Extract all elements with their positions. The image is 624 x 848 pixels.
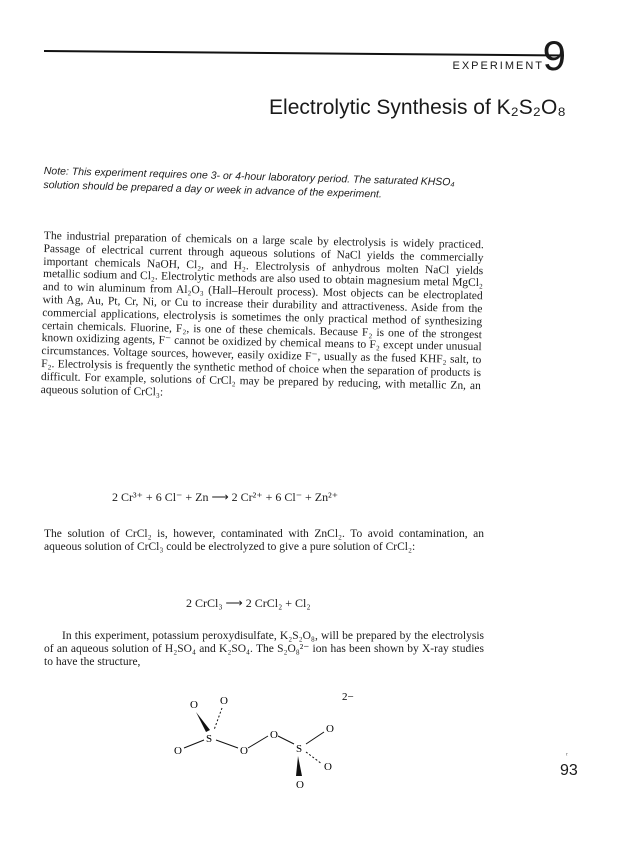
atom-s2: S bbox=[296, 743, 303, 755]
atom-o7: O bbox=[324, 761, 332, 773]
atom-o5: O bbox=[270, 729, 278, 741]
paragraph-experiment: In this experiment, potassium peroxydisulfate, K₂S₂O₈, will be prepared by the electrolysis of an aqueous solution of H₂SO₄ and K₂SO₄. The S₂O₈²⁻ ion has been shown by X-ray studies to have the structure, bbox=[44, 630, 484, 668]
atom-o2: O bbox=[220, 695, 228, 707]
atom-s1: S bbox=[206, 733, 213, 745]
peroxydisulfate-structure bbox=[160, 690, 360, 800]
page-title: Electrolytic Synthesis of K₂S₂O₈ bbox=[269, 96, 566, 119]
equation-electrolysis: 2 CrCl₃ ⟶ 2 CrCl₂ + Cl₂ bbox=[186, 596, 311, 610]
experiment-number: 9 bbox=[542, 32, 566, 79]
wedge-bond-2 bbox=[296, 756, 302, 776]
bond-s1-o3 bbox=[184, 740, 204, 748]
note-text: Note: This experiment requires one 3- or 4-hour laboratory period. The saturated KHSO₄ solution should be prepared a day or week in advance of the experiment. bbox=[43, 164, 455, 201]
margin-mark: ʳ bbox=[566, 750, 568, 760]
atom-o1: O bbox=[190, 699, 198, 711]
bond-s2-o6 bbox=[306, 732, 324, 744]
atom-o6: O bbox=[326, 723, 334, 735]
wedge-bond-1 bbox=[196, 712, 210, 732]
bond-o4-o5 bbox=[248, 736, 268, 748]
atom-o4: O bbox=[240, 745, 248, 757]
structure-charge: 2− bbox=[342, 691, 354, 703]
dash-bond-1 bbox=[214, 708, 222, 730]
paragraph-contamination: The solution of CrCl₂ is, however, contaminated with ZnCl₂. To avoid contamination, an aqueous solution of CrCl₃ could be electrolyzed to give a pure solution of CrCl₂: bbox=[44, 528, 484, 553]
dash-bond-2 bbox=[306, 752, 322, 764]
atom-o8: O bbox=[296, 779, 304, 791]
experiment-label: EXPERIMENT bbox=[452, 60, 544, 72]
atom-o3: O bbox=[174, 745, 182, 757]
paragraph-intro: The industrial preparation of chemicals on a large scale by electrolysis is widely practiced. Passage of electrical current through aqueous solutions of NaCl yields the commercially important chemicals NaOH, Cl₂, and H₂. Electrolysis of anhydrous molten NaCl yields metallic sodium and Cl₂. Electrolytic methods are also used to obtain magnesium metal MgCl₂ and to win aluminum from Al₂O₃ (Hall–Heroult process). Most objects can be electroplated with Ag, Au, Pt, Cr, Ni, or Cu to increase their durability and attractiveness. Aside from the commercial applications, electrolysis is sometimes the only practical method of synthesizing certain chemicals. Fluorine, F₂, is one of these chemicals. Because F₂ is one of the strongest known oxidizing agents, F⁻ cannot be oxidized by chemical means to F₂ except under unusual circumstances. Voltage sources, however, easily oxidize F⁻, usually as the fused KHF₂ salt, to F₂. Electrolysis is frequently the synthetic method of choice when the separation of products is difficult. For example, solutions of CrCl₂ may be prepared by reducing, with metallic Zn, an aqueous solution of CrCl₃: bbox=[40, 230, 484, 399]
page-number: 93 bbox=[560, 762, 578, 779]
bond-s1-o4 bbox=[216, 740, 238, 748]
header-rule bbox=[44, 50, 564, 57]
equation-zinc-reduction: 2 Cr³⁺ + 6 Cl⁻ + Zn ⟶ 2 Cr²⁺ + 6 Cl⁻ + Zn²⁺ bbox=[112, 490, 339, 504]
bond-o5-s2 bbox=[278, 736, 294, 744]
